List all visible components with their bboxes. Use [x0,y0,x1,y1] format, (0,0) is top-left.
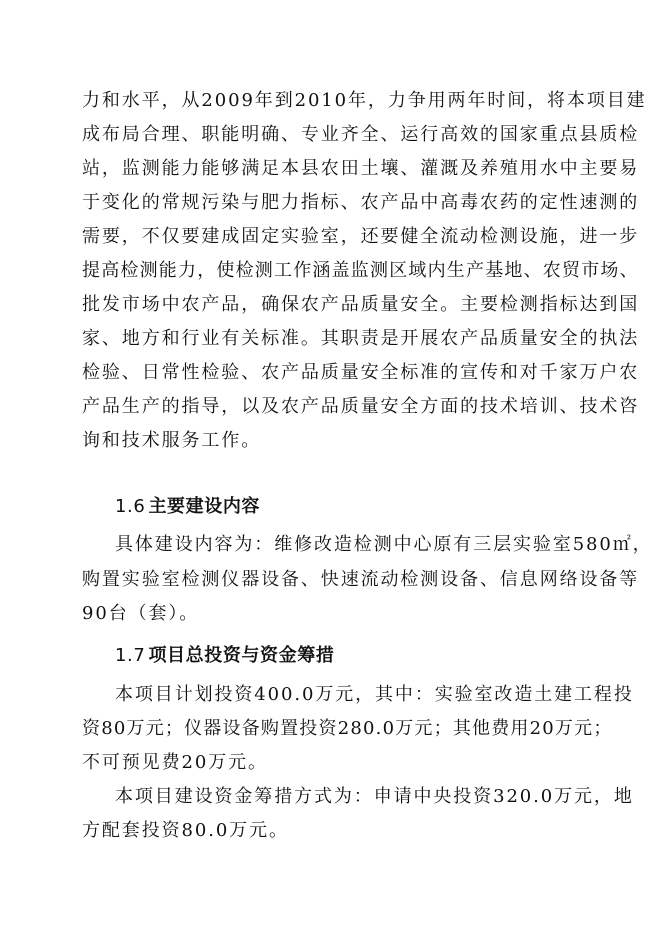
paragraph1-line-1: 力和水平，从2009年到2010年，力争用两年时间，将本项目建 [82,90,647,111]
section-1-6-heading [115,496,260,518]
paragraph1-line-8: 家、地方和行业有关标准。其职责是开展农产品质量安全的执法 [82,328,640,349]
paragraph1-line-10: 产品生产的指导，以及农产品质量安全方面的技术培训、技术咨 [82,396,640,417]
paragraph1-line-4: 于变化的常规污染与肥力指标、农产品中高毒农药的定性速测的 [82,192,640,213]
section-1-6-line-3: 90台（套）。 [82,603,200,624]
section-1-7-heading [115,645,334,667]
section-1-7-line-4: 本项目建设资金筹措方式为：申请中央投资320.0万元，地 [115,786,634,807]
section-1-7-line-5: 方配套投资80.0万元。 [82,820,289,841]
paragraph1-line-7: 批发市场中农产品，确保农产品质量安全。主要检测指标达到国 [82,294,640,315]
section-1-6-number: 1.6 [115,496,146,517]
section-1-7-number: 1.7 [115,645,146,666]
section-1-7-line-2: 资80万元；仪器设备购置投资280.0万元；其他费用20万元； [82,718,613,739]
section-1-6-line-1: 具体建设内容为：维修改造检测中心原有三层实验室580㎡， [115,534,653,555]
section-1-6-line-2: 购置实验室检测仪器设备、快速流动检测设备、信息网络设备等 [82,569,640,590]
section-1-7-title: 项目总投资与资金筹措 [148,645,335,666]
paragraph1-line-11: 询和技术服务工作。 [82,430,262,451]
paragraph1-line-5: 需要，不仅要建成固定实验室，还要健全流动检测设施，进一步 [82,226,640,247]
paragraph1-line-6: 提高检测能力，使检测工作涵盖监测区域内生产基地、农贸市场、 [82,260,639,281]
paragraph1-line-9: 检验、日常性检验、农产品质量安全标准的宣传和对千家万户农 [82,362,640,383]
paragraph1-line-3: 站，监测能力能够满足本县农田土壤、灌溉及养殖用水中主要易 [82,158,640,179]
section-1-7-line-3: 不可预见费20万元。 [82,752,268,773]
section-1-6-title: 主要建设内容 [148,496,261,517]
section-1-7-line-1: 本项目计划投资400.0万元，其中：实验室改造土建工程投 [115,684,634,705]
paragraph1-line-2: 成布局合理、职能明确、专业齐全、运行高效的国家重点县质检 [82,124,640,145]
